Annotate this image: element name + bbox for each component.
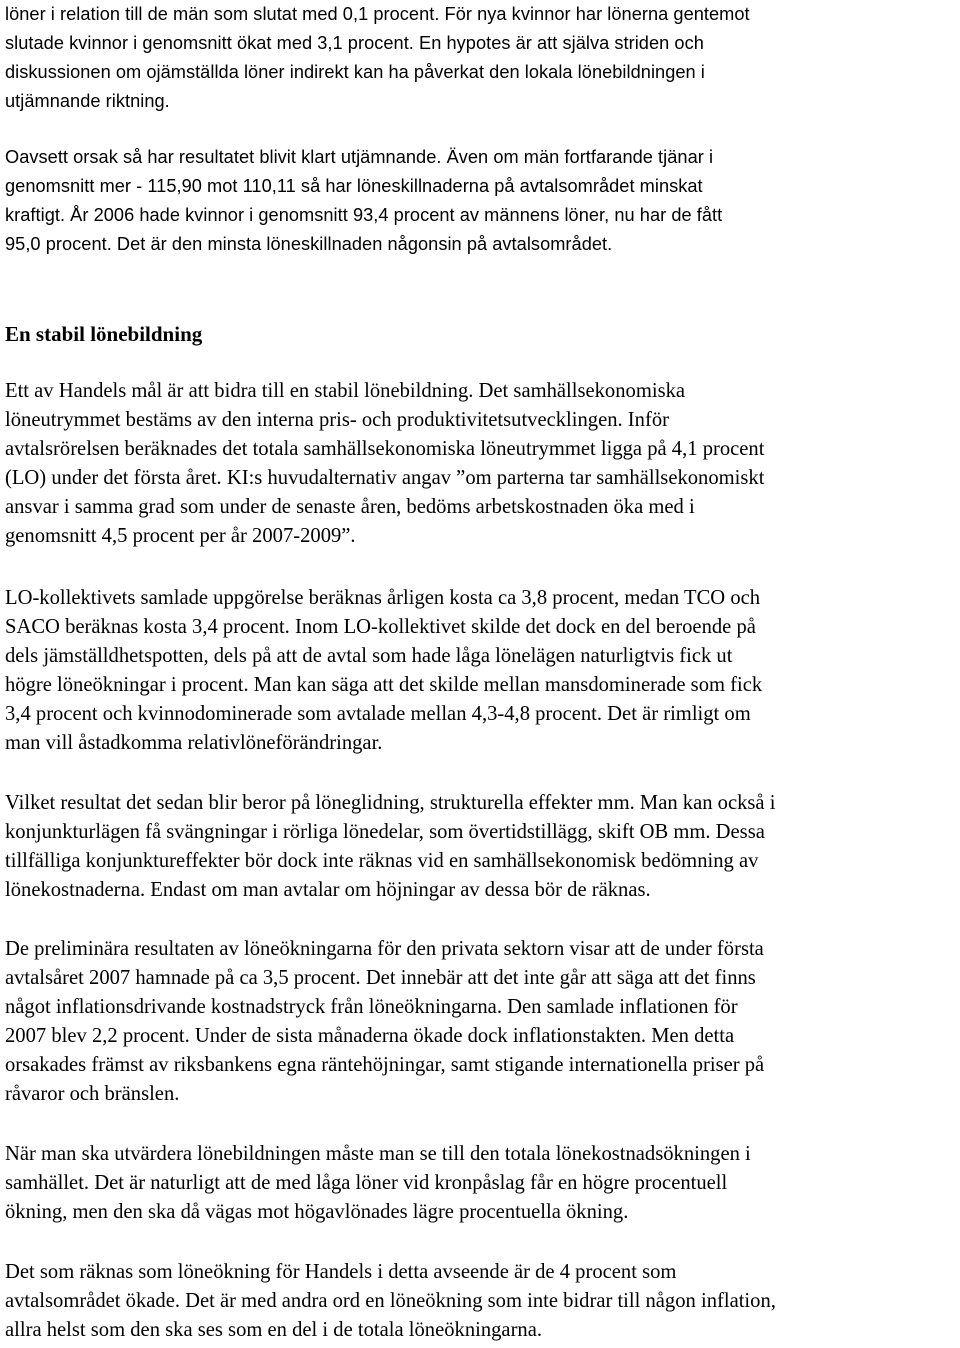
paragraph-lo-collective (5, 584, 957, 758)
text-line: Vilket resultat det sedan blir beror på löneglidning, strukturella effekter mm. Man kan också i (5, 792, 776, 814)
text-line: Oavsett orsak så har resultatet blivit klart utjämnande. Även om män fortfarande tjänar i (5, 147, 714, 167)
text-line: kraftigt. År 2006 hade kvinnor i genomsnitt 93,4 procent av männens löner, nu har de fått (5, 205, 723, 225)
text-line: 2007 blev 2,2 procent. Under de sista månaderna ökade dock inflationstakten. Men detta (5, 1025, 735, 1047)
text-line: LO-kollektivets samlade uppgörelse beräknas årligen kosta ca 3,8 procent, medan TCO och (5, 587, 761, 609)
text-line: dels jämställdhetspotten, dels på att de avtal som hade låga lönelägen naturligtvis fick ut (5, 645, 733, 667)
text-line: avtalsåret 2007 hamnade på ca 3,5 procent. Det innebär att det inte går att säga att det finns (5, 967, 756, 989)
text-line: tillfälliga konjunktureffekter bör dock inte räknas vid en samhällsekonomisk bedömning av (5, 850, 759, 872)
text-line: Ett av Handels mål är att bidra till en stabil lönebildning. Det samhällsekonomiska (5, 380, 686, 402)
text-line: ansvar i samma grad som under de senaste åren, bedöms arbetskostnaden öka med i (5, 496, 695, 518)
paragraph-wage-drift (5, 789, 957, 905)
text-line: samhället. Det är naturligt att de med låga löner vid kronpåslag får en högre procentuell (5, 1172, 728, 1194)
text-line: högre löneökningar i procent. Man kan säga att det skilde mellan mansdominerade som fick (5, 674, 763, 696)
text-line: slutade kvinnor i genomsnitt ökat med 3,1 procent. En hypotes är att själva striden och (5, 33, 704, 53)
paragraph-preliminary-results (5, 935, 957, 1109)
text-line: något inflationsdrivande kostnadstryck från löneökningarna. Den samlade inflationen för (5, 996, 738, 1018)
text-line: orsakades främst av riksbankens egna räntehöjningar, samt stigande internationella priser på (5, 1054, 765, 1076)
paragraph-stable-wage (5, 377, 957, 551)
text-line: konjunkturlägen få svängningar i rörliga lönedelar, som övertidstillägg, skift OB mm. Dessa (5, 821, 765, 843)
paragraph-results (5, 143, 957, 259)
text-line: löner i relation till de män som slutat med 0,1 procent. För nya kvinnor har lönerna gentemot (5, 4, 750, 24)
text-line: (LO) under det första året. KI:s huvudalternativ angav ”om parterna tar samhällsekonomiskt (5, 467, 765, 489)
text-line: allra helst som den ska ses som en del i de totala löneökningarna. (5, 1319, 543, 1341)
text-line: 95,0 procent. Det är den minsta löneskillnaden någonsin på avtalsområdet. (5, 234, 613, 254)
paragraph-handels-increase (5, 1258, 957, 1345)
text-line: löneutrymmet bestäms av den interna pris- och produktivitetsutvecklingen. Inför (5, 409, 669, 431)
text-line: lönekostnaderna. Endast om man avtalar om höjningar av dessa bör de räknas. (5, 879, 651, 901)
text-line: avtalsområdet ökade. Det är med andra ord en löneökning som inte bidrar till någon inflation, (5, 1290, 776, 1312)
paragraph-evaluation (5, 1140, 957, 1227)
text-line: utjämnande riktning. (5, 91, 170, 111)
text-line: avtalsrörelsen beräknades det totala samhällsekonomiska löneutrymmet ligga på 4,1 procent (5, 438, 765, 460)
text-line: råvaror och bränslen. (5, 1083, 180, 1105)
text-line: När man ska utvärdera lönebildningen måste man se till den totala lönekostnadsökningen i (5, 1143, 751, 1165)
text-line: diskussionen om ojämställda löner indirekt kan ha påverkat den lokala lönebildningen i (5, 62, 705, 82)
text-line: De preliminära resultaten av löneökningarna för den privata sektorn visar att de under första (5, 938, 764, 960)
paragraph-intro (5, 0, 957, 116)
section-heading: En stabil lönebildning (5, 322, 203, 346)
text-line: SACO beräknas kosta 3,4 procent. Inom LO-kollektivet skilde det dock en del beroende på (5, 616, 756, 638)
text-line: genomsnitt 4,5 procent per år 2007-2009”. (5, 525, 356, 547)
text-line: man vill åstadkomma relativlöneförändringar. (5, 732, 383, 754)
text-line: 3,4 procent och kvinnodominerade som avtalade mellan 4,3-4,8 procent. Det är rimligt om (5, 703, 751, 725)
text-line: Det som räknas som löneökning för Handels i detta avseende är de 4 procent som (5, 1261, 677, 1283)
text-line: ökning, men den ska då vägas mot högavlönades lägre procentuella ökning. (5, 1201, 629, 1223)
text-line: genomsnitt mer - 115,90 mot 110,11 så har löneskillnaderna på avtalsområdet minskat (5, 176, 703, 196)
